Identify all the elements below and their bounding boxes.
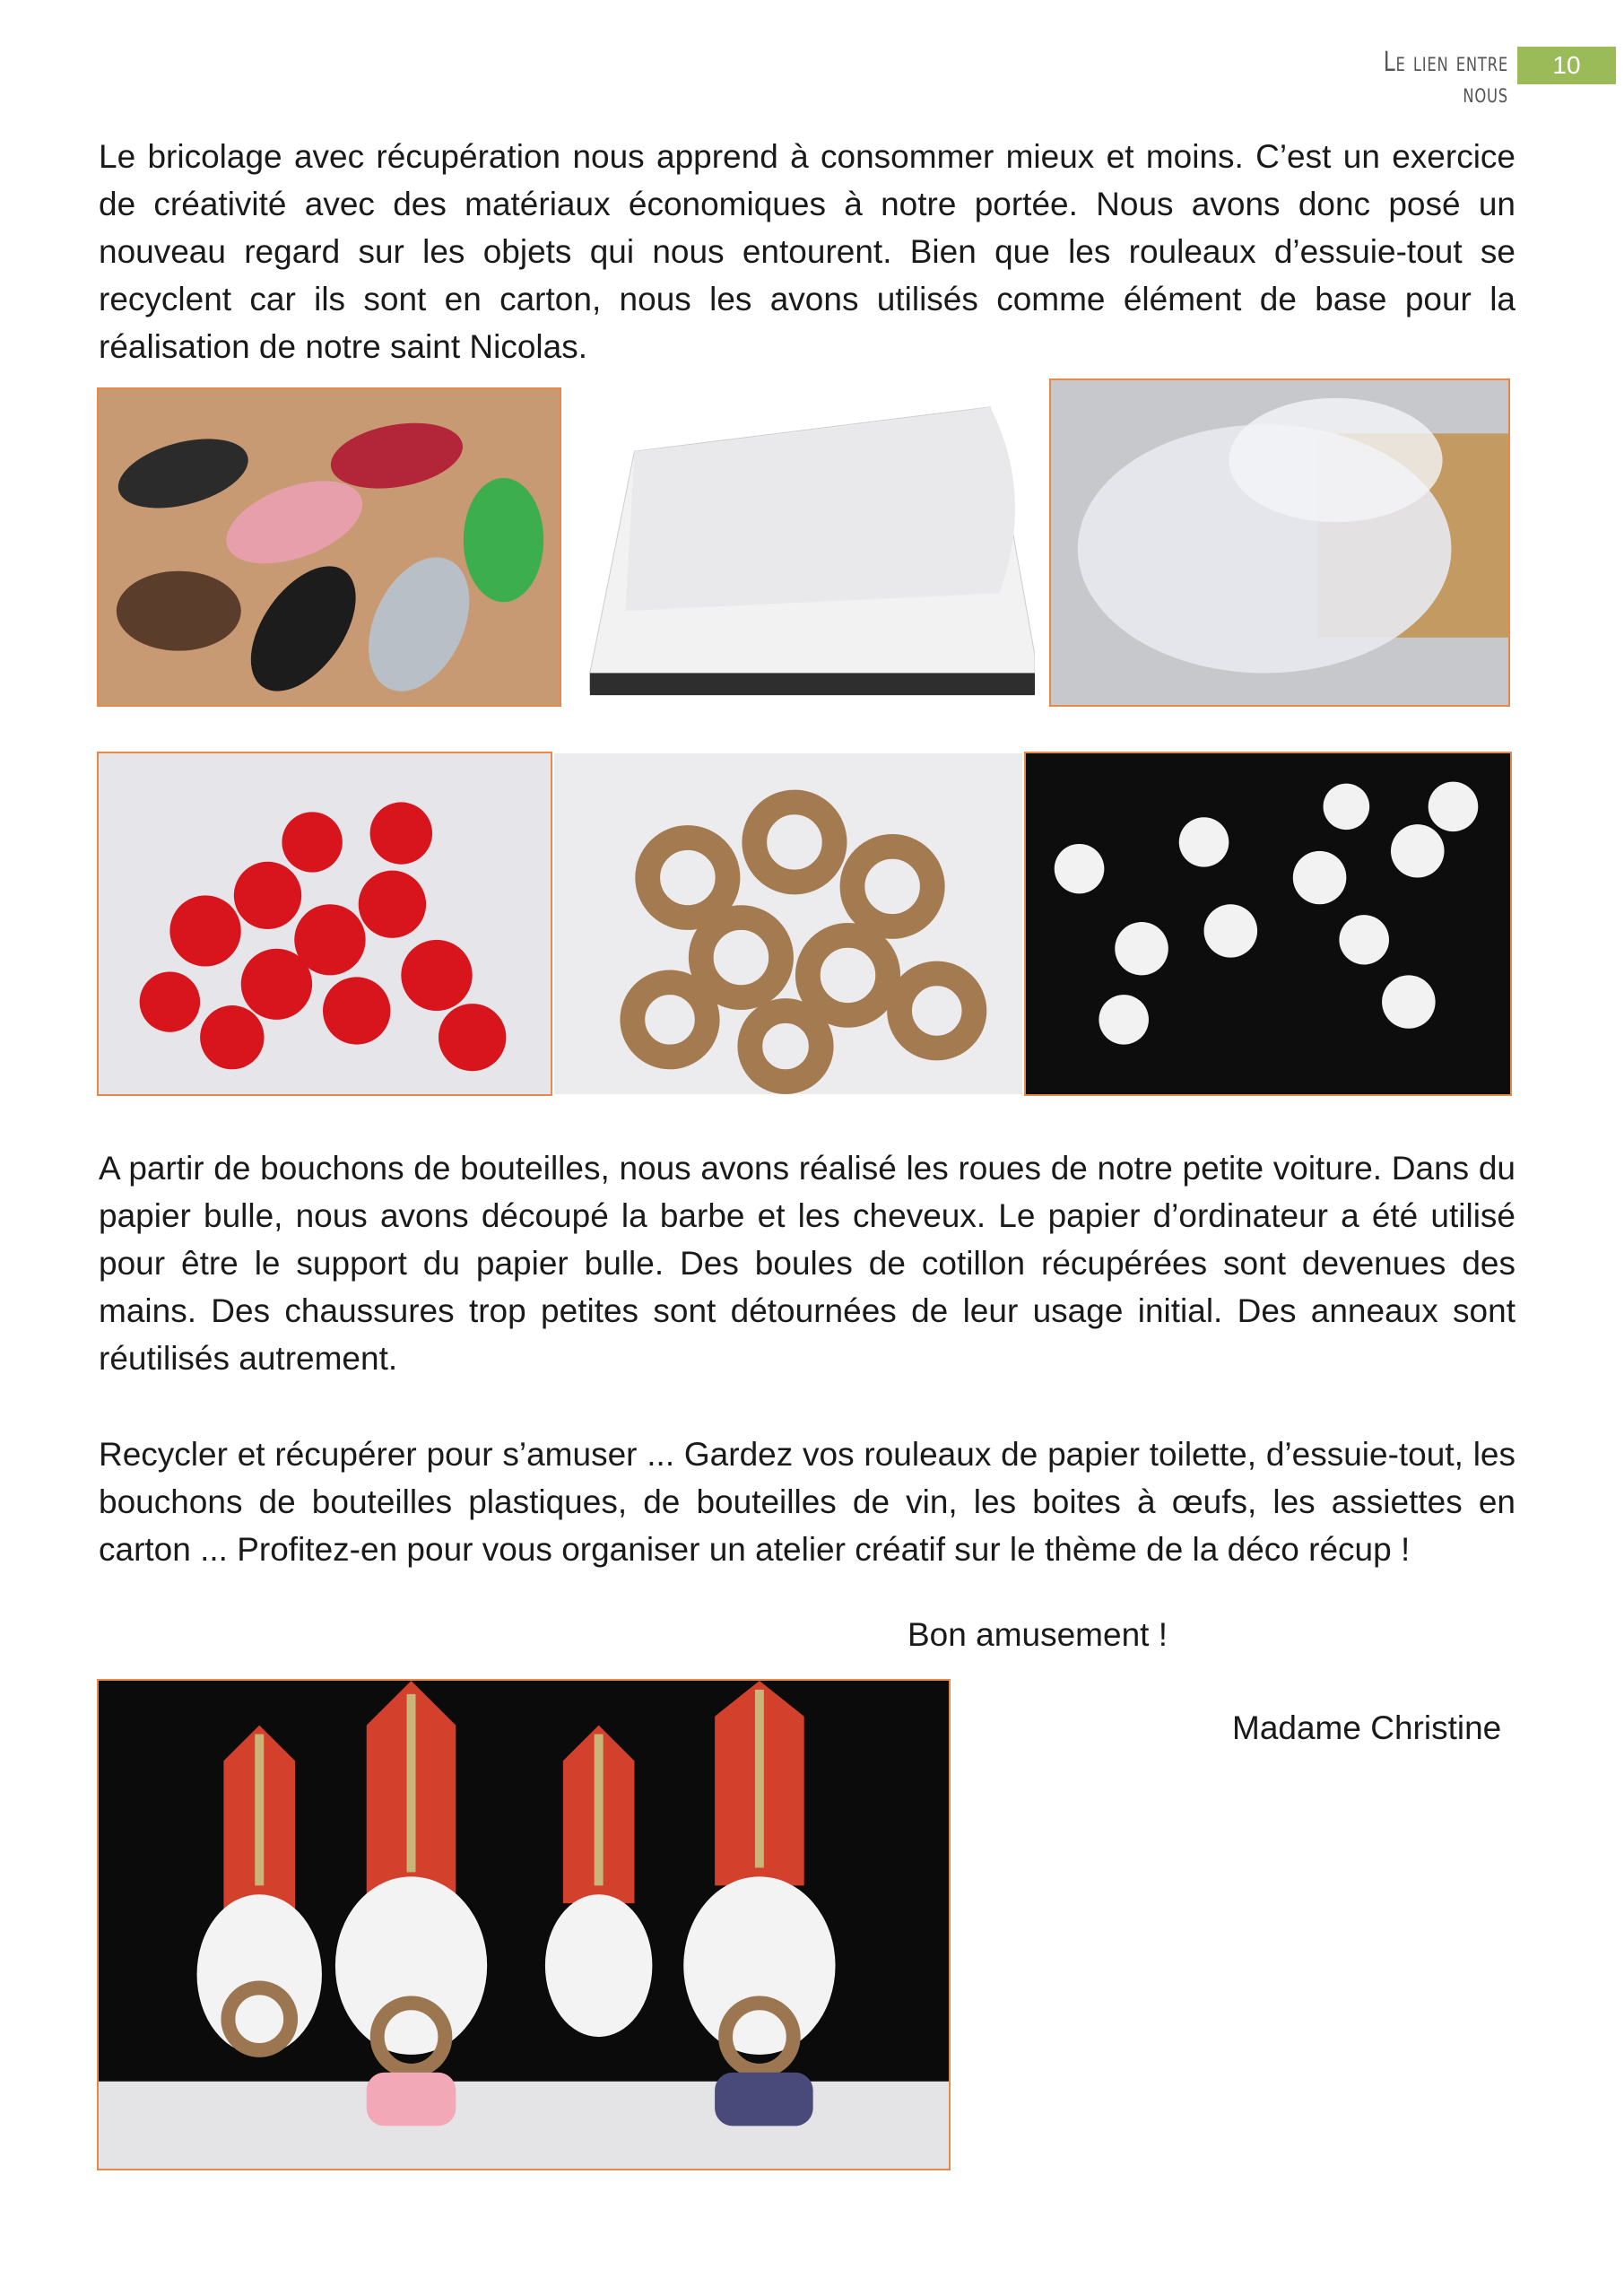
bubble-wrap-photo xyxy=(1049,378,1510,707)
signature: Madame Christine xyxy=(1232,1709,1502,1746)
materials-paragraph: A partir de bouchons de bouteilles, nous avons réalisé les roues de notre petite voiture. Dans du papier bulle, nous avons découpé la barbe et les cheveux. Le papier d’ordinateur a été utilisé pour être le support du papier bulle. Des boules de cotillon récupérées sont devenues des mains. Des chaussures trop petites sont détournées de leur usage initial. Des anneaux sont réutilisés autrement. xyxy=(99,1150,1515,1377)
tips-paragraph: Recycler et récupérer pour s’amuser ... Gardez vos rouleaux de papier toilette, d’essuie-tout, les bouchons de bouteilles plastiques, de bouteilles de vin, les boites à œufs, les assiettes en carton ... Profitez-en pour vous organiser un atelier créatif sur le thème de la déco récup ! xyxy=(99,1436,1515,1568)
bottle-caps-photo xyxy=(97,752,552,1096)
saint-nicolas-figures-photo xyxy=(97,1679,951,2170)
intro-paragraph: Le bricolage avec récupération nous apprend à consommer mieux et moins. C’est un exercice de créativité avec des matériaux économiques à notre portée. Nous avons donc posé un nouveau regard sur les objets qui nous entourent. Bien que les rouleaux d’essuie-tout se recyclent car ils sont en carton, nous les avons utilisés comme élément de base pour la réalisation de notre saint Nicolas. xyxy=(99,138,1515,365)
closing-wish: Bon amusement ! xyxy=(908,1616,1168,1653)
cotillon-balls-photo xyxy=(1024,752,1512,1096)
wooden-rings-photo xyxy=(552,752,1024,1096)
page-number: 10 xyxy=(1517,47,1616,84)
computer-paper-photo xyxy=(570,387,1037,707)
header-title: Le lien entre nous xyxy=(1383,47,1508,109)
shoes-photo xyxy=(97,387,561,707)
